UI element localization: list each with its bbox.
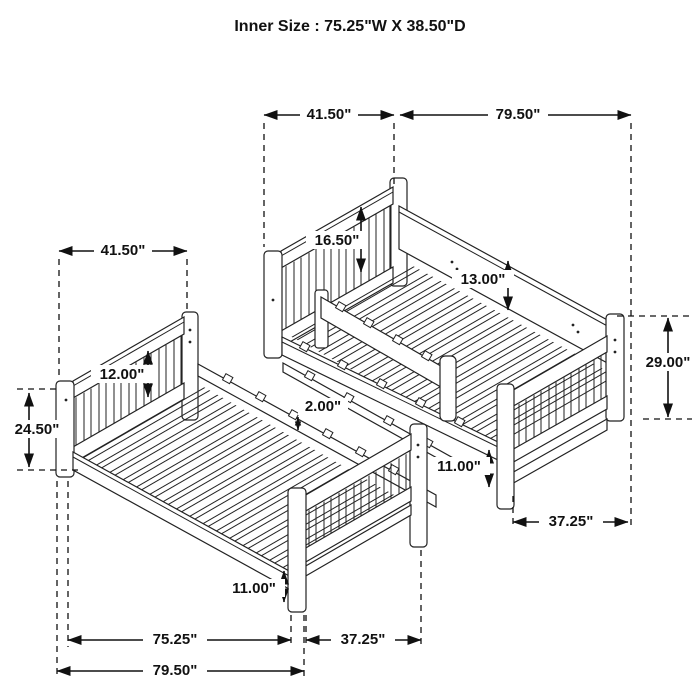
dim-label-upper-headboard-width: 41.50" xyxy=(306,105,352,123)
dim-label-upper-side-rail-height: 13.00" xyxy=(460,270,506,288)
lower-footboard-back-post xyxy=(410,424,427,547)
upper-footboard-back-post xyxy=(606,314,624,421)
dim-label-lower-headboard-width: 41.50" xyxy=(100,241,146,259)
dim-label-upper-length: 79.50" xyxy=(495,105,541,123)
upper-guard-rail-end-post xyxy=(440,356,456,421)
dim-upper-footboard-height xyxy=(617,316,700,419)
dim-label-upper-leg-height: 11.00" xyxy=(437,457,481,475)
lower-footboard-front-post xyxy=(288,488,306,612)
dim-label-lower-leg-height: 11.00" xyxy=(232,579,276,597)
dim-label-lower-slat-thickness: 2.00" xyxy=(304,397,342,415)
dim-label-upper-headboard-slat-height: 16.50" xyxy=(314,231,360,249)
dim-label-upper-footboard-width: 37.25" xyxy=(548,512,594,530)
dim-label-upper-footboard-height: 29.00" xyxy=(645,353,691,371)
diagram-title: Inner Size : 75.25"W X 38.50"D xyxy=(234,18,466,36)
dim-upper-footboard-width xyxy=(513,496,628,530)
upper-footboard-front-post xyxy=(497,384,514,509)
dim-label-lower-headboard-slat-height: 12.00" xyxy=(99,365,145,383)
dim-label-lower-overall-length: 79.50" xyxy=(152,661,198,679)
upper-headboard-front-post xyxy=(264,251,282,358)
dim-label-lower-headboard-height: 24.50" xyxy=(14,420,60,438)
dim-label-lower-footboard-width: 37.25" xyxy=(340,630,386,648)
dim-label-lower-inner-length: 75.25" xyxy=(152,630,198,648)
